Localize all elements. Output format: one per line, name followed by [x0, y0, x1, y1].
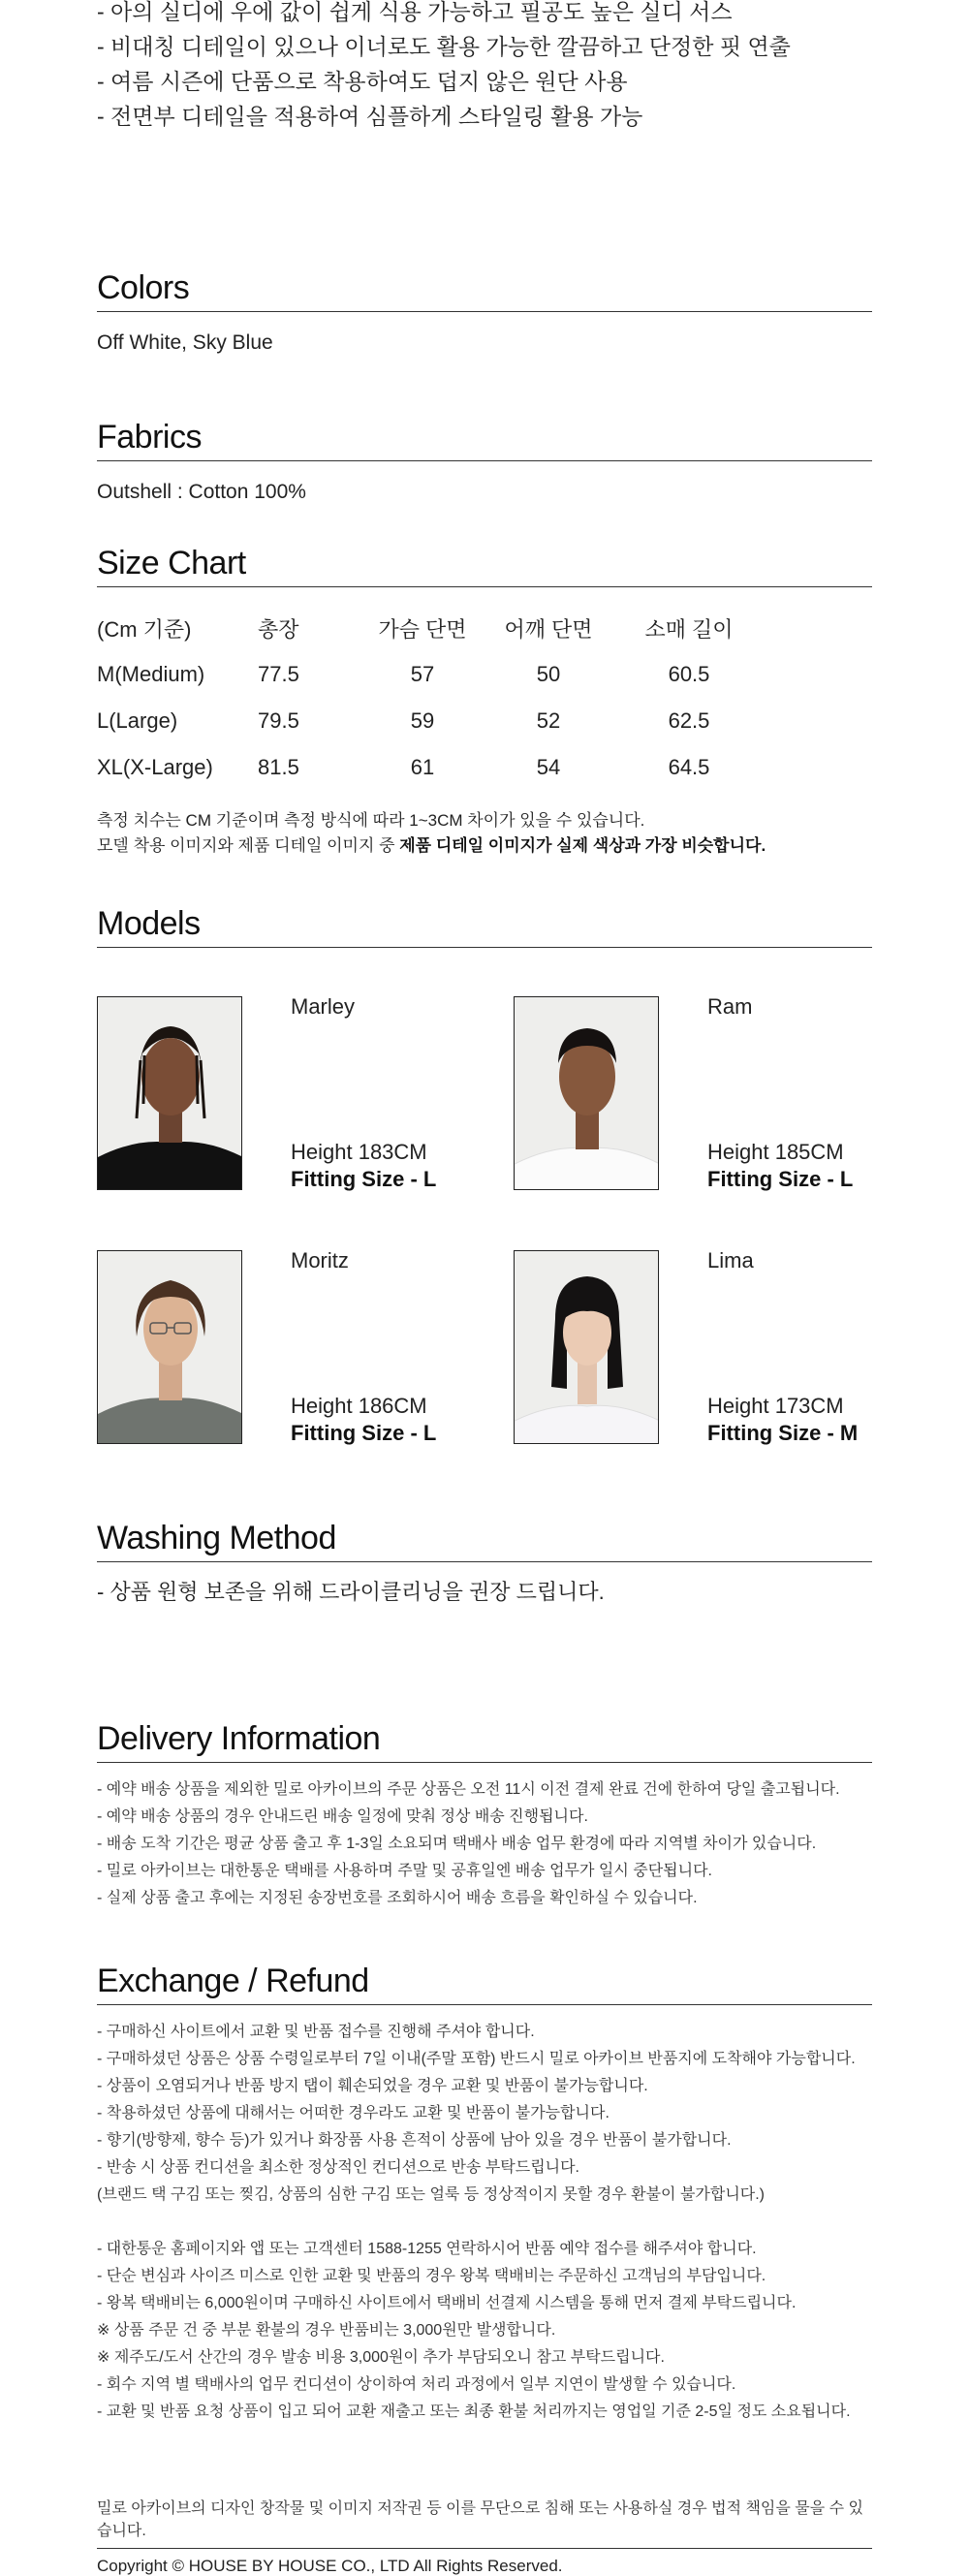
table-cell: XL(X-Large) — [97, 755, 213, 779]
models-heading: Models — [97, 905, 872, 948]
model-card — [97, 996, 484, 1190]
fabrics-section — [97, 419, 872, 504]
fabrics-heading: Fabrics — [97, 419, 872, 461]
list-item: - 예약 배송 상품을 제외한 밀로 아카이브의 주문 상품은 오전 11시 이전 결제 완료 건에 한하여 당일 출고됩니다. — [97, 1781, 840, 1798]
header-cell: 소매 길이 — [644, 616, 734, 642]
description-line: - 여름 시즌에 단품으로 착용하여도 덥지 않은 원단 사용 — [97, 69, 628, 94]
models-section — [97, 905, 872, 1471]
model-portrait-image — [98, 1251, 242, 1444]
table-cell: 77.5 — [258, 662, 299, 686]
size-note-line — [97, 833, 872, 859]
colors-text: Off White, Sky Blue — [97, 331, 273, 354]
model-photo — [514, 1250, 659, 1444]
model-photo — [97, 996, 242, 1190]
colors-section — [97, 269, 872, 355]
exchange-section — [97, 1963, 872, 2426]
header-cell: (Cm 기준) — [97, 616, 192, 642]
list-item: ※ 상품 주문 건 중 부분 환불의 경우 반품비는 3,000원만 발생합니다. — [97, 2322, 556, 2339]
size-note — [97, 808, 872, 859]
washing-heading: Washing Method — [97, 1520, 872, 1562]
table-cell: 81.5 — [258, 755, 299, 779]
table-cell: 54 — [536, 755, 561, 779]
list-item: - 왕복 택배비는 6,000원이며 구매하신 사이트에서 택배비 선결제 시스템을 통해 먼저 결제 부탁드립니다. — [97, 2295, 797, 2311]
size-note-emphasis: 제품 디테일 이미지가 실제 색상과 가장 비슷합니다. — [399, 836, 766, 855]
fabrics-text: Outshell : Cotton 100% — [97, 481, 306, 503]
exchange-list — [97, 2019, 872, 2426]
table-cell: 64.5 — [668, 755, 710, 779]
model-card — [514, 996, 901, 1190]
delivery-heading: Delivery Information — [97, 1720, 872, 1763]
model-height: Height 185CM — [707, 1140, 844, 1164]
delivery-section — [97, 1720, 872, 1912]
list-item: - 향기(방향제, 향수 등)가 있거나 화장품 사용 흔적이 상품에 남아 있을 경우 반품이 불가합니다. — [97, 2132, 732, 2149]
table-cell: 59 — [410, 708, 435, 733]
model-fitting-size: Fitting Size - M — [707, 1421, 859, 1445]
list-item: - 배송 도착 기간은 평균 상품 출고 후 1-3일 소요되며 택배사 배송 업무 환경에 따라 지역별 차이가 있습니다. — [97, 1836, 817, 1852]
table-cell: 79.5 — [258, 708, 299, 733]
list-item: - 단순 변심과 사이즈 미스로 인한 교환 및 반품의 경우 왕복 택배비는 주문하신 고객님의 부담입니다. — [97, 2268, 766, 2284]
model-height: Height 186CM — [291, 1394, 427, 1418]
list-item: - 밀로 아카이브는 대한통운 택배를 사용하며 주말 및 공휴일엔 배송 업무가 일시 중단됩니다. — [97, 1863, 712, 1879]
model-card — [97, 1250, 484, 1444]
description-line: - 전면부 디테일을 적용하여 심플하게 스타일링 활용 가능 — [97, 104, 643, 129]
header-cell: 총장 — [258, 616, 299, 642]
header-cell: 어깨 단면 — [504, 616, 593, 642]
size-chart-heading: Size Chart — [97, 545, 872, 587]
delivery-list — [97, 1776, 872, 1912]
model-fitting-size: Fitting Size - L — [291, 1167, 437, 1191]
table-cell: L(Large) — [97, 708, 178, 733]
models-grid — [97, 996, 872, 1471]
model-name: Marley — [291, 994, 356, 1019]
table-row — [97, 698, 762, 744]
model-fitting-size: Fitting Size - L — [707, 1167, 854, 1191]
model-name: Lima — [707, 1248, 754, 1272]
model-fitting-size: Fitting Size - L — [291, 1421, 437, 1445]
list-item: (브랜드 택 구김 또는 찢김, 상품의 심한 구김 또는 얼룩 등 정상적이지 못할 경우 환불이 불가합니다.) — [97, 2186, 766, 2203]
model-height: Height 183CM — [291, 1140, 427, 1164]
model-portrait-image — [98, 997, 242, 1190]
size-chart-section — [97, 545, 872, 859]
list-item: - 교환 및 반품 요청 상품이 입고 되어 교환 재출고 또는 최종 환불 처리까지는 영업일 기준 2-5일 정도 소요됩니다. — [97, 2403, 851, 2420]
colors-heading: Colors — [97, 269, 872, 312]
description-line: - 아의 실디에 우에 값이 쉽게 식용 가능하고 필공도 높은 실디 서스 — [97, 0, 733, 24]
table-cell: 57 — [410, 662, 435, 686]
list-item: - 대한통운 홈페이지와 앱 또는 고객센터 1588-1255 연락하시어 반품 예약 접수를 해주셔야 합니다. — [97, 2241, 757, 2257]
model-photo — [97, 1250, 242, 1444]
copyright-notice: 밀로 아카이브의 디자인 창작물 및 이미지 저작권 등 이를 무단으로 침해 또는 사용하실 경우 법적 책임을 물을 수 있습니다. — [97, 2496, 872, 2549]
copyright-text: Copyright © HOUSE BY HOUSE CO., LTD All Rights Reserved. — [97, 2557, 563, 2575]
list-item: - 반송 시 상품 컨디션을 최소한 정상적인 컨디션으로 반송 부탁드립니다. — [97, 2159, 580, 2176]
washing-section — [97, 1520, 872, 1606]
page-footer — [97, 2496, 872, 2576]
product-description — [97, 0, 872, 134]
description-line: - 비대칭 디테일이 있으나 이너로도 활용 가능한 깔끔하고 단정한 핏 연출 — [97, 34, 791, 59]
size-table-header — [97, 605, 762, 651]
table-row — [97, 651, 762, 698]
table-row — [97, 744, 762, 791]
model-name: Ram — [707, 994, 753, 1019]
size-table — [97, 605, 762, 791]
list-item: - 상품이 오염되거나 반품 방지 탭이 훼손되었을 경우 교환 및 반품이 불가능합니다. — [97, 2078, 648, 2094]
model-photo — [514, 996, 659, 1190]
table-cell: 50 — [536, 662, 561, 686]
list-item: - 예약 배송 상품의 경우 안내드린 배송 일정에 맞춰 정상 배송 진행됩니다. — [97, 1808, 588, 1825]
table-cell: 52 — [536, 708, 561, 733]
list-item: - 착용하셨던 상품에 대해서는 어떠한 경우라도 교환 및 반품이 불가능합니다. — [97, 2105, 610, 2121]
model-name: Moritz — [291, 1248, 349, 1272]
list-item: - 구매하셨던 상품은 상품 수령일로부터 7일 이내(주말 포함) 반드시 밀로 아카이브 반품지에 도착해야 가능합니다. — [97, 2051, 856, 2067]
spacer — [97, 2209, 872, 2236]
model-height: Height 173CM — [707, 1394, 844, 1418]
model-portrait-image — [515, 997, 659, 1190]
table-cell: 62.5 — [668, 708, 710, 733]
table-cell: 61 — [410, 755, 435, 779]
list-item: ※ 제주도/도서 산간의 경우 발송 비용 3,000원이 추가 부담되오니 참고 부탁드립니다. — [97, 2349, 665, 2366]
list-item: - 구매하신 사이트에서 교환 및 반품 접수를 진행해 주셔야 합니다. — [97, 2024, 535, 2040]
size-note-plain: 모델 착용 이미지와 제품 디테일 이미지 중 — [97, 836, 400, 855]
header-cell: 가슴 단면 — [378, 616, 467, 642]
list-item: - 회수 지역 별 택배사의 업무 컨디션이 상이하여 처리 과정에서 일부 지연이 발생할 수 있습니다. — [97, 2376, 736, 2393]
model-portrait-image — [515, 1251, 659, 1444]
exchange-heading: Exchange / Refund — [97, 1963, 872, 2005]
list-item: - 실제 상품 출고 후에는 지정된 송장번호를 조회하시어 배송 흐름을 확인하실 수 있습니다. — [97, 1890, 698, 1906]
washing-text: - 상품 원형 보존을 위해 드라이클리닝을 권장 드립니다. — [97, 1580, 605, 1604]
table-cell: M(Medium) — [97, 662, 205, 686]
table-cell: 60.5 — [668, 662, 710, 686]
model-card — [514, 1250, 901, 1444]
size-note-line: 측정 치수는 CM 기준이며 측정 방식에 따라 1~3CM 차이가 있을 수 있습니다. — [97, 811, 645, 830]
